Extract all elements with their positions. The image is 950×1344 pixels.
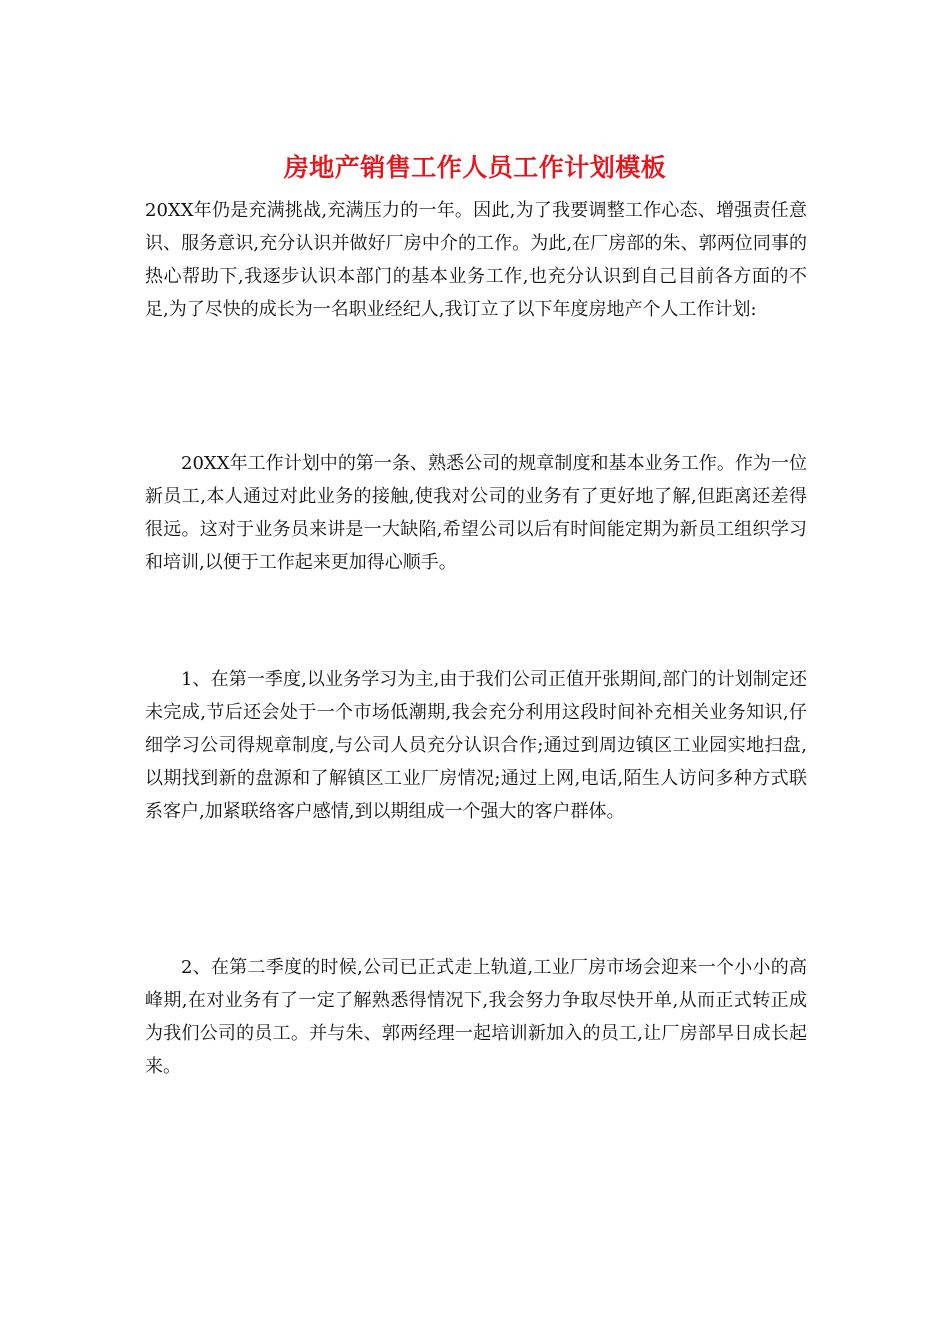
intro-paragraph: 20XX年仍是充满挑战,充满压力的一年。因此,为了我要调整工作心态、增强责任意识、服务意识,充分认识并做好厂房中介的工作。为此,在厂房部的朱、郭两位同事的热心帮助下,我逐步认识本部门的基本业务工作,也充分认识到自己目前各方面的不足,为了尽快的成长为一名职业经纪人,我订立了以下年度房地产个人工作计划: [145, 200, 807, 320]
first-quarter-paragraph: 1、在第一季度,以业务学习为主,由于我们公司正值开张期间,部门的计划制定还未完成,节后还会处于一个市场低潮期,我会充分利用这段时间补充相关业务知识,仔细学习公司得规章制度,与公司人员充分认识合作;通过到周边镇区工业园实地扫盘,以期找到新的盘源和了解镇区工业厂房情况;通过上网,电话,陌生人访问多种方式联系客户,加紧联络客户感情,到以期组成一个强大的客户群体。 [145, 669, 807, 822]
second-quarter-paragraph: 2、在第二季度的时候,公司已正式走上轨道,工业厂房市场会迎来一个小小的高峰期,在对业务有了一定了解熟悉得情况下,我会努力争取尽快开单,从而正式转正成为我们公司的员工。并与朱、郭两经理一起培训新加入的员工,让厂房部早日成长起来。 [145, 957, 807, 1077]
plan-item-first-paragraph: 20XX年工作计划中的第一条、熟悉公司的规章制度和基本业务工作。作为一位新员工,本人通过对此业务的接触,使我对公司的业务有了更好地了解,但距离还差得很远。这对于业务员来讲是一大缺陷,希望公司以后有时间能定期为新员工组织学习和培训,以便于工作起来更加得心顺手。 [145, 453, 807, 573]
document-title: 房地产销售工作人员工作计划模板 [283, 153, 667, 182]
